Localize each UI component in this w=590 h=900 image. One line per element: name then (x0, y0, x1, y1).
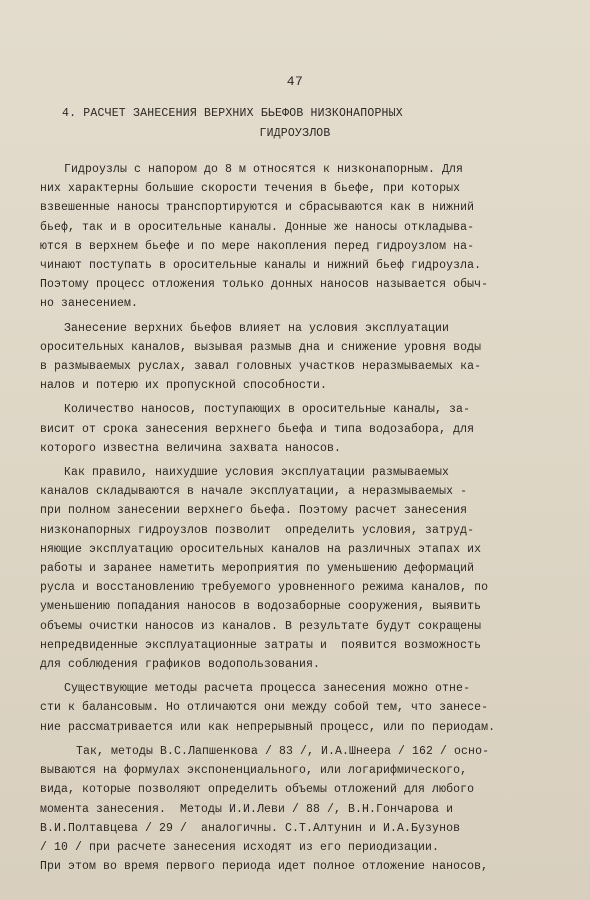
text-line: няющие эксплуатацию оросительных каналов на различных этапах их (40, 542, 482, 556)
text-line: Поэтому процесс отложения только донных наносов называется обыч- (40, 278, 489, 292)
text-line: / 10 / при расчете занесения исходят из его периодизации. (40, 840, 440, 854)
text-line: непредвиденные эксплуатационные затраты и появится возможность (40, 638, 482, 652)
text-line: При этом во время первого периода идет полное отложение наносов, (40, 860, 489, 874)
text-line: чинают поступать в оросительные каналы и нижний бьеф гидроузла. (40, 259, 482, 273)
text-line: них характерны большие скорости течения в бьефе, при которых (40, 182, 461, 196)
text-line: налов и потерю их пропускной способности. (40, 379, 328, 393)
text-line: Количество наносов, поступающих в оросительные каналы, за- (64, 403, 471, 417)
paragraph (40, 463, 560, 674)
text-line: вида, которые позволяют определить объемы отложений для любого (40, 783, 475, 797)
text-line: ются в верхнем бьефе и по мере накопления перед гидроузлом на- (40, 239, 475, 253)
text-line: Так, методы В.С.Лапшенкова / 83 /, И.А.Шнеера / 162 / осно- (76, 744, 490, 758)
section-heading (40, 104, 550, 144)
text-line: оросительных каналов, вызывая размыв дна и снижение уровня воды (40, 340, 482, 354)
text-line: момента занесения. Методы И.И.Леви / 88 /, В.Н.Гончарова и (40, 802, 454, 816)
text-line: ние рассматривается или как непрерывный процесс, или по периодам. (40, 720, 496, 734)
heading-line-1: 4. РАСЧЕТ ЗАНЕСЕНИЯ ВЕРХНИХ БЬЕФОВ НИЗКОНАПОРНЫХ (62, 107, 403, 120)
text-line: Гидроузлы с напором до 8 м относятся к низконапорным. Для (64, 163, 464, 176)
heading-line-2: ГИДРОУЗЛОВ (259, 127, 331, 140)
text-line: которого известна величина захвата наносов. (40, 441, 342, 455)
text-line: объемы очистки наносов из каналов. В результате будут сокращены (40, 619, 482, 633)
text-line: низконапорных гидроузлов позволит определить условия, затруд- (40, 523, 475, 537)
text-line: для соблюдения графиков водопользования. (40, 658, 321, 672)
text-line: в размываемых руслах, завал головных участков неразмываемых ка- (40, 360, 482, 374)
text-line: при полном занесении верхнего бьефа. Поэтому расчет занесения (40, 504, 468, 518)
paragraph (40, 160, 560, 314)
paragraph (40, 400, 560, 458)
body-text (40, 160, 560, 881)
text-line: взвешенные наносы транспортируются и сбрасываются как в нижний (40, 201, 475, 215)
text-line: сти к балансовым. Но отличаются они между собой тем, что занесе- (40, 701, 489, 715)
text-line: Занесение верхних бьефов влияет на условия эксплуатации (64, 321, 450, 335)
text-line: русла и восстановлению требуемого уровненного режима каналов, по (40, 581, 489, 595)
text-line: Как правило, наихудшие условия эксплуатации размываемых (64, 466, 450, 480)
page-number: 47 (286, 74, 304, 89)
text-line: висит от срока занесения верхнего бьефа и типа водозабора, для (40, 422, 475, 436)
text-line: Существующие методы расчета процесса занесения можно отне- (64, 682, 471, 696)
text-line: уменьшению попадания наносов в водозаборные сооружения, выявить (40, 600, 482, 614)
paragraph (40, 319, 560, 396)
text-line: но занесением. (40, 297, 139, 311)
text-line: вываются на формулах экспоненциального, или логарифмического, (40, 764, 468, 778)
paragraph (40, 679, 560, 737)
text-line: каналов складываются в начале эксплуатации, а неразмываемых - (40, 485, 468, 499)
text-line: В.И.Полтавцева / 29 / аналогичны. С.Т.Алтунин и И.А.Бузунов (40, 821, 461, 835)
paragraph (40, 742, 560, 876)
text-line: бьеф, так и в оросительные каналы. Донные же наносы откладыва- (40, 220, 475, 234)
text-line: работы и заранее наметить мероприятия по уменьшению деформаций (40, 562, 475, 576)
